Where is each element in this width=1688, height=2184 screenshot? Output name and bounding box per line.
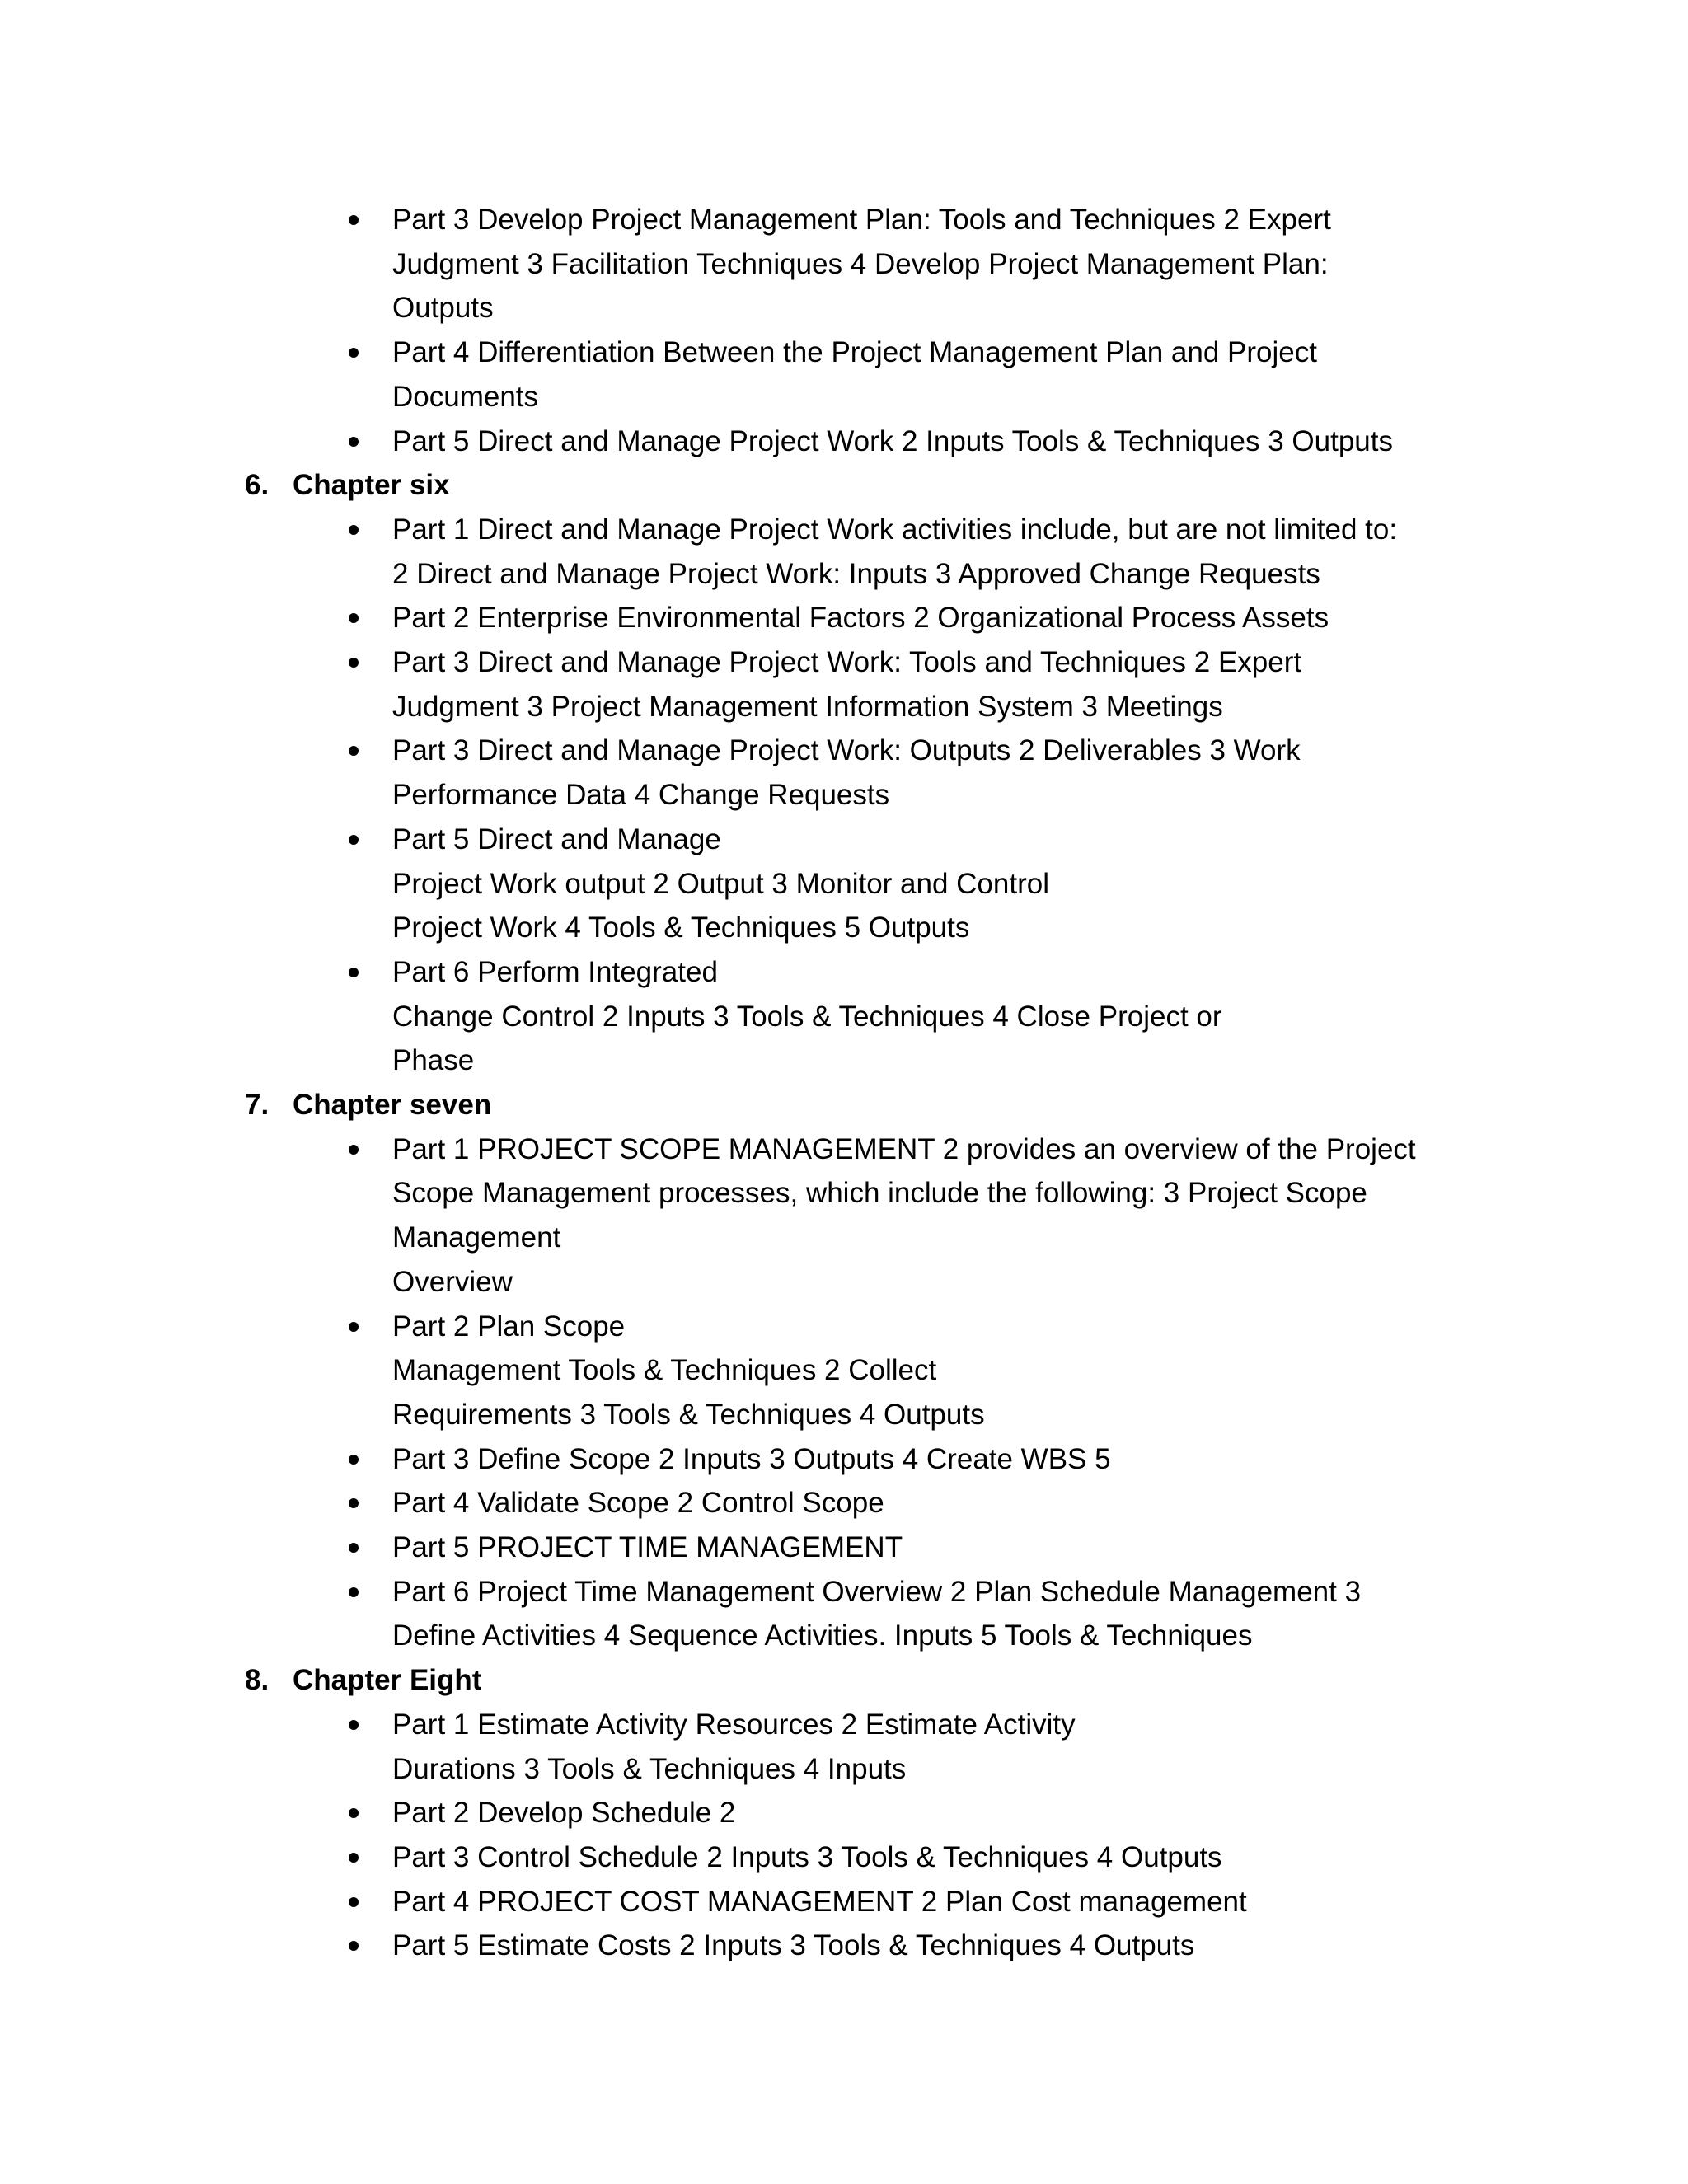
part-item <box>241 198 1494 330</box>
part-text-line: Part 5 Direct and Manage Project Work 2 Inputs Tools & Techniques 3 Outputs <box>392 424 1393 457</box>
bullet-icon <box>349 1498 359 1508</box>
part-item <box>241 330 1494 419</box>
part-item <box>241 950 1494 1083</box>
part-list <box>241 1127 1494 1658</box>
part-text-line: Part 3 Control Schedule 2 Inputs 3 Tools & Techniques 4 Outputs <box>392 1840 1222 1873</box>
part-text-line: Judgment 3 Facilitation Techniques 4 Develop Project Management Plan: <box>392 247 1329 280</box>
part-text-line: Management Tools & Techniques 2 Collect <box>392 1354 937 1387</box>
bullet-icon <box>349 835 359 845</box>
part-item <box>241 1570 1494 1658</box>
part-item <box>241 640 1494 729</box>
outline-content <box>241 198 1494 1968</box>
part-text-line: Part 5 Direct and Manage <box>392 823 721 855</box>
chapter-number: 8. <box>245 1664 270 1697</box>
part-text-line: Scope Management processes, which include the following: 3 Project Scope <box>392 1177 1367 1210</box>
bullet-icon <box>349 1543 359 1553</box>
part-item <box>241 1437 1494 1482</box>
part-text-line: Part 5 Estimate Costs 2 Inputs 3 Tools & Techniques 4 Outputs <box>392 1929 1195 1962</box>
part-item <box>241 1481 1494 1526</box>
bullet-icon <box>349 1720 359 1730</box>
bullet-icon <box>349 1853 359 1863</box>
chapter-heading <box>241 1083 1494 1127</box>
chapter-title: Chapter six <box>293 469 450 502</box>
bullet-icon <box>349 1587 359 1597</box>
bullet-icon <box>349 1897 359 1907</box>
chapter-section <box>241 1083 1494 1658</box>
part-text-line: Part 4 PROJECT COST MANAGEMENT 2 Plan Cost management <box>392 1885 1247 1918</box>
bullet-icon <box>349 658 359 668</box>
part-text-line: Change Control 2 Inputs 3 Tools & Techniques 4 Close Project or <box>392 1000 1222 1033</box>
part-item <box>241 419 1494 464</box>
part-text-line: Part 1 Direct and Manage Project Work activities include, but are not limited to: <box>392 513 1398 546</box>
part-text-line: Part 3 Define Scope 2 Inputs 3 Outputs 4 Create WBS 5 <box>392 1442 1111 1475</box>
part-text-line: Part 2 Develop Schedule 2 <box>392 1797 736 1830</box>
part-item <box>241 1526 1494 1570</box>
part-text-line: Part 6 Perform Integrated <box>392 955 718 988</box>
bullet-icon <box>349 437 359 447</box>
bullet-icon <box>349 613 359 623</box>
part-text-line: Overview <box>392 1265 513 1298</box>
part-text-line: Part 2 Enterprise Environmental Factors 2 Organizational Process Assets <box>392 602 1329 635</box>
part-text-line: Part 3 Direct and Manage Project Work: Outputs 2 Deliverables 3 Work <box>392 734 1301 767</box>
part-text-line: Part 6 Project Time Management Overview 2 Plan Schedule Management 3 <box>392 1575 1362 1608</box>
part-text-line: Part 4 Validate Scope 2 Control Scope <box>392 1487 884 1520</box>
chapter-title: Chapter Eight <box>293 1664 482 1697</box>
part-text-line: 2 Direct and Manage Project Work: Inputs 3 Approved Change Requests <box>392 557 1320 590</box>
chapter-heading <box>241 1658 1494 1703</box>
part-text-line: Durations 3 Tools & Techniques 4 Inputs <box>392 1752 907 1785</box>
part-item <box>241 1703 1494 1791</box>
part-text-line: Judgment 3 Project Management Information System 3 Meetings <box>392 690 1223 723</box>
part-text-line: Project Work 4 Tools & Techniques 5 Outputs <box>392 912 970 944</box>
part-text-line: Requirements 3 Tools & Techniques 4 Outputs <box>392 1398 985 1431</box>
part-item <box>241 1880 1494 1924</box>
part-text-line: Phase <box>392 1044 475 1077</box>
part-text-line: Part 1 Estimate Activity Resources 2 Estimate Activity <box>392 1708 1076 1741</box>
bullet-icon <box>349 1145 359 1155</box>
part-item <box>241 1924 1494 1968</box>
part-text-line: Project Work output 2 Output 3 Monitor and Control <box>392 867 1049 900</box>
part-item <box>241 508 1494 596</box>
part-list <box>241 508 1494 1083</box>
part-item <box>241 729 1494 817</box>
part-text-line: Documents <box>392 380 539 413</box>
part-list <box>241 1703 1494 1968</box>
chapter-section <box>241 1658 1494 1968</box>
part-item <box>241 1305 1494 1437</box>
part-item <box>241 596 1494 640</box>
continued-part-list <box>241 198 1494 463</box>
part-item <box>241 1791 1494 1835</box>
part-text-line: Part 2 Plan Scope <box>392 1310 626 1343</box>
part-text-line: Outputs <box>392 292 494 325</box>
bullet-icon <box>349 1455 359 1465</box>
part-item <box>241 818 1494 950</box>
bullet-icon <box>349 1808 359 1818</box>
chapter-number: 6. <box>245 469 270 502</box>
chapter-number: 7. <box>245 1089 270 1122</box>
part-text-line: Part 3 Develop Project Management Plan: Tools and Techniques 2 Expert <box>392 204 1331 236</box>
part-item <box>241 1835 1494 1880</box>
part-text-line: Part 5 PROJECT TIME MANAGEMENT <box>392 1531 903 1564</box>
part-text-line: Performance Data 4 Change Requests <box>392 779 890 812</box>
bullet-icon <box>349 525 359 535</box>
part-text-line: Management <box>392 1221 561 1254</box>
bullet-icon <box>349 215 359 225</box>
part-text-line: Part 4 Differentiation Between the Project Management Plan and Project <box>392 336 1317 369</box>
chapter-title: Chapter seven <box>293 1089 492 1122</box>
chapter-list <box>241 463 1494 1968</box>
chapter-section <box>241 463 1494 1083</box>
part-text-line: Part 3 Direct and Manage Project Work: Tools and Techniques 2 Expert <box>392 646 1302 679</box>
bullet-icon <box>349 348 359 358</box>
bullet-icon <box>349 968 359 977</box>
bullet-icon <box>349 1322 359 1332</box>
part-text-line: Define Activities 4 Sequence Activities. Inputs 5 Tools & Techniques <box>392 1619 1253 1652</box>
part-text-line: Part 1 PROJECT SCOPE MANAGEMENT 2 provides an overview of the Project <box>392 1132 1416 1165</box>
bullet-icon <box>349 1941 359 1951</box>
part-item <box>241 1127 1494 1305</box>
bullet-icon <box>349 746 359 756</box>
chapter-heading <box>241 463 1494 508</box>
